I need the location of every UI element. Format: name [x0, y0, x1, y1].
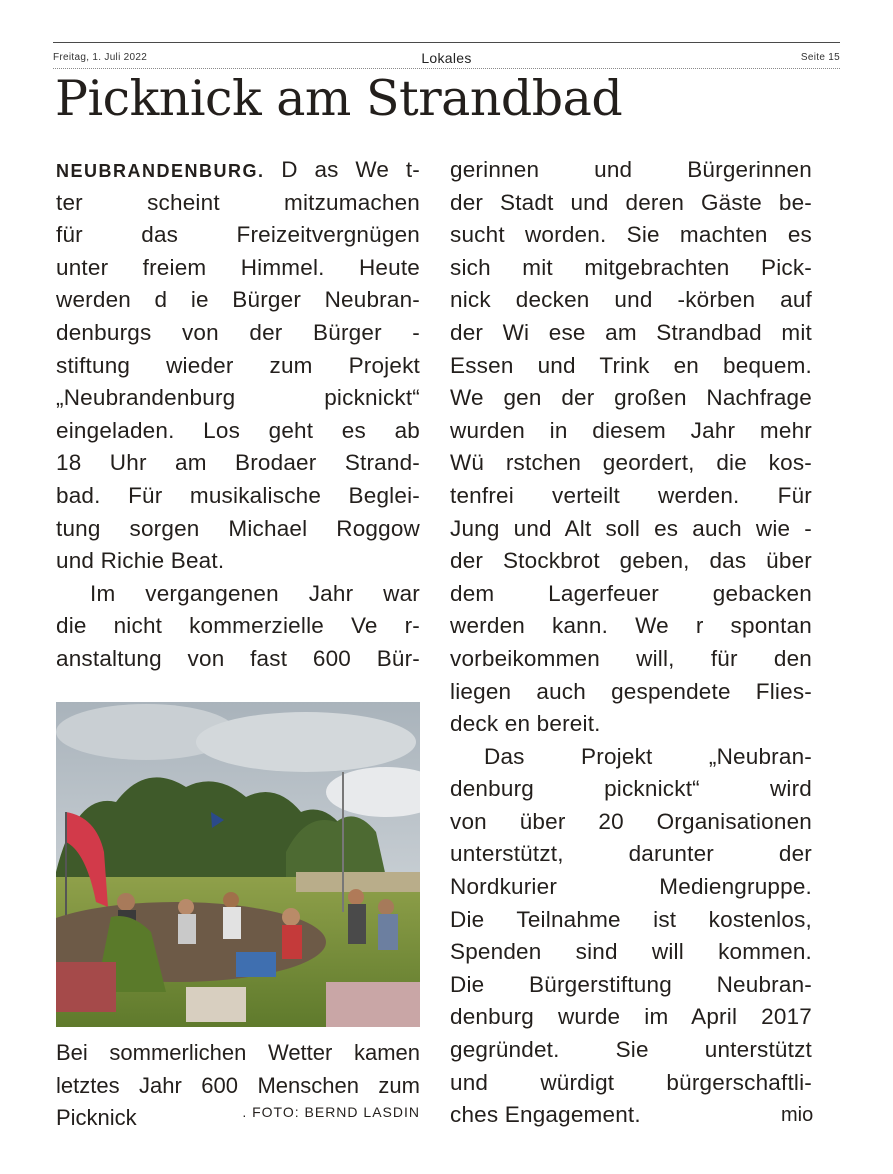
article-line: der Stockbrot geben, das über [450, 548, 812, 574]
photo-caption [56, 1037, 420, 1135]
article-line: Essen und Trink en bequem. [450, 352, 812, 378]
article-line: eingeladen. Los geht es ab [56, 417, 420, 443]
section-name: Lokales [421, 50, 472, 66]
article-line: für das Freizeitvergnügen [56, 222, 420, 248]
article-line: Die Teilnahme ist kostenlos, [450, 906, 812, 932]
article-line: tenfrei verteilt werden. Für [450, 482, 812, 508]
article-line: sucht worden. Sie machten es [450, 222, 812, 248]
article-line: deck en bereit. [450, 711, 601, 737]
article-line: von über 20 Organisationen [450, 808, 812, 834]
article-line: denburg picknickt“ wird [450, 776, 812, 802]
article-line: bad. Für musikalische Beglei- [56, 482, 420, 508]
article-line: ches Engagement. [450, 1102, 641, 1128]
article-line: unterstützt, darunter der [450, 841, 812, 867]
caption-line: letztes Jahr 600 Menschen zum [56, 1072, 420, 1098]
article-line: werden d ie Bürger Neubran- [56, 287, 420, 313]
header-rule [53, 42, 840, 43]
article-column-left [56, 154, 420, 676]
article-line: und würdigt bürgerschaftli- [450, 1069, 812, 1095]
picnic-photo [56, 702, 420, 1027]
article-line: NEUBRANDENBURG. D as We t- [56, 157, 420, 182]
article-line: liegen auch gespendete Flies- [450, 678, 812, 704]
article-line: Das Projekt „Neubran- [484, 743, 812, 769]
article-line: denburgs von der Bürger - [56, 319, 420, 345]
article-line: Im vergangenen Jahr war [90, 580, 420, 606]
article-line: unter freiem Himmel. Heute [56, 254, 420, 280]
photo-credit: . FOTO: BERND LASDIN [242, 1104, 420, 1120]
article-line: tung sorgen Michael Roggow [56, 515, 420, 541]
article-line: Nordkurier Mediengruppe. [450, 874, 812, 900]
dateline: NEUBRANDENBURG. [56, 161, 265, 181]
article-line: denburg wurde im April 2017 [450, 1004, 812, 1030]
caption-line: Picknick [56, 1105, 137, 1130]
article-line: Spenden sind will kommen. [450, 939, 812, 965]
article-line: der Wi ese am Strandbad mit [450, 319, 812, 345]
article-line: We gen der großen Nachfrage [450, 385, 812, 411]
article-line: und Richie Beat. [56, 548, 225, 574]
article-line: sich mit mitgebrachten Pick- [450, 254, 812, 280]
article-line: Die Bürgerstiftung Neubran- [450, 971, 812, 997]
article-line: „Neubrandenburg picknickt“ [56, 385, 420, 411]
article-column-right [450, 154, 812, 1132]
article-line: Jung und Alt soll es auch wie - [450, 515, 812, 541]
article-line: stiftung wieder zum Projekt [56, 352, 420, 378]
article-line: ter scheint mitzumachen [56, 189, 420, 215]
article-line: vorbeikommen will, für den [450, 645, 812, 671]
article-headline: Picknick am Strandbad [55, 70, 623, 127]
issue-date: Freitag, 1. Juli 2022 [53, 52, 148, 63]
article-line: werden kann. We r spontan [450, 613, 812, 639]
caption-line: Bei sommerlichen Wetter kamen [56, 1040, 420, 1065]
article-line: 18 Uhr am Brodaer Strand- [56, 450, 420, 476]
author-initials: mio [781, 1104, 814, 1126]
article-line: nick decken und -körben auf [450, 287, 812, 313]
article-line: anstaltung von fast 600 Bür- [56, 645, 420, 671]
page-number: Seite 15 [800, 52, 840, 63]
article-line: gerinnen und Bürgerinnen [450, 157, 812, 182]
article-line: dem Lagerfeuer gebacken [450, 580, 812, 606]
article-line: gegründet. Sie unterstützt [450, 1037, 812, 1063]
header-dotted-rule [53, 68, 840, 69]
article-line: wurden in diesem Jahr mehr [450, 417, 812, 443]
article-line: Wü rstchen geordert, die kos- [450, 450, 812, 476]
article-line: der Stadt und deren Gäste be- [450, 189, 812, 215]
article-line: die nicht kommerzielle Ve r- [56, 613, 420, 639]
